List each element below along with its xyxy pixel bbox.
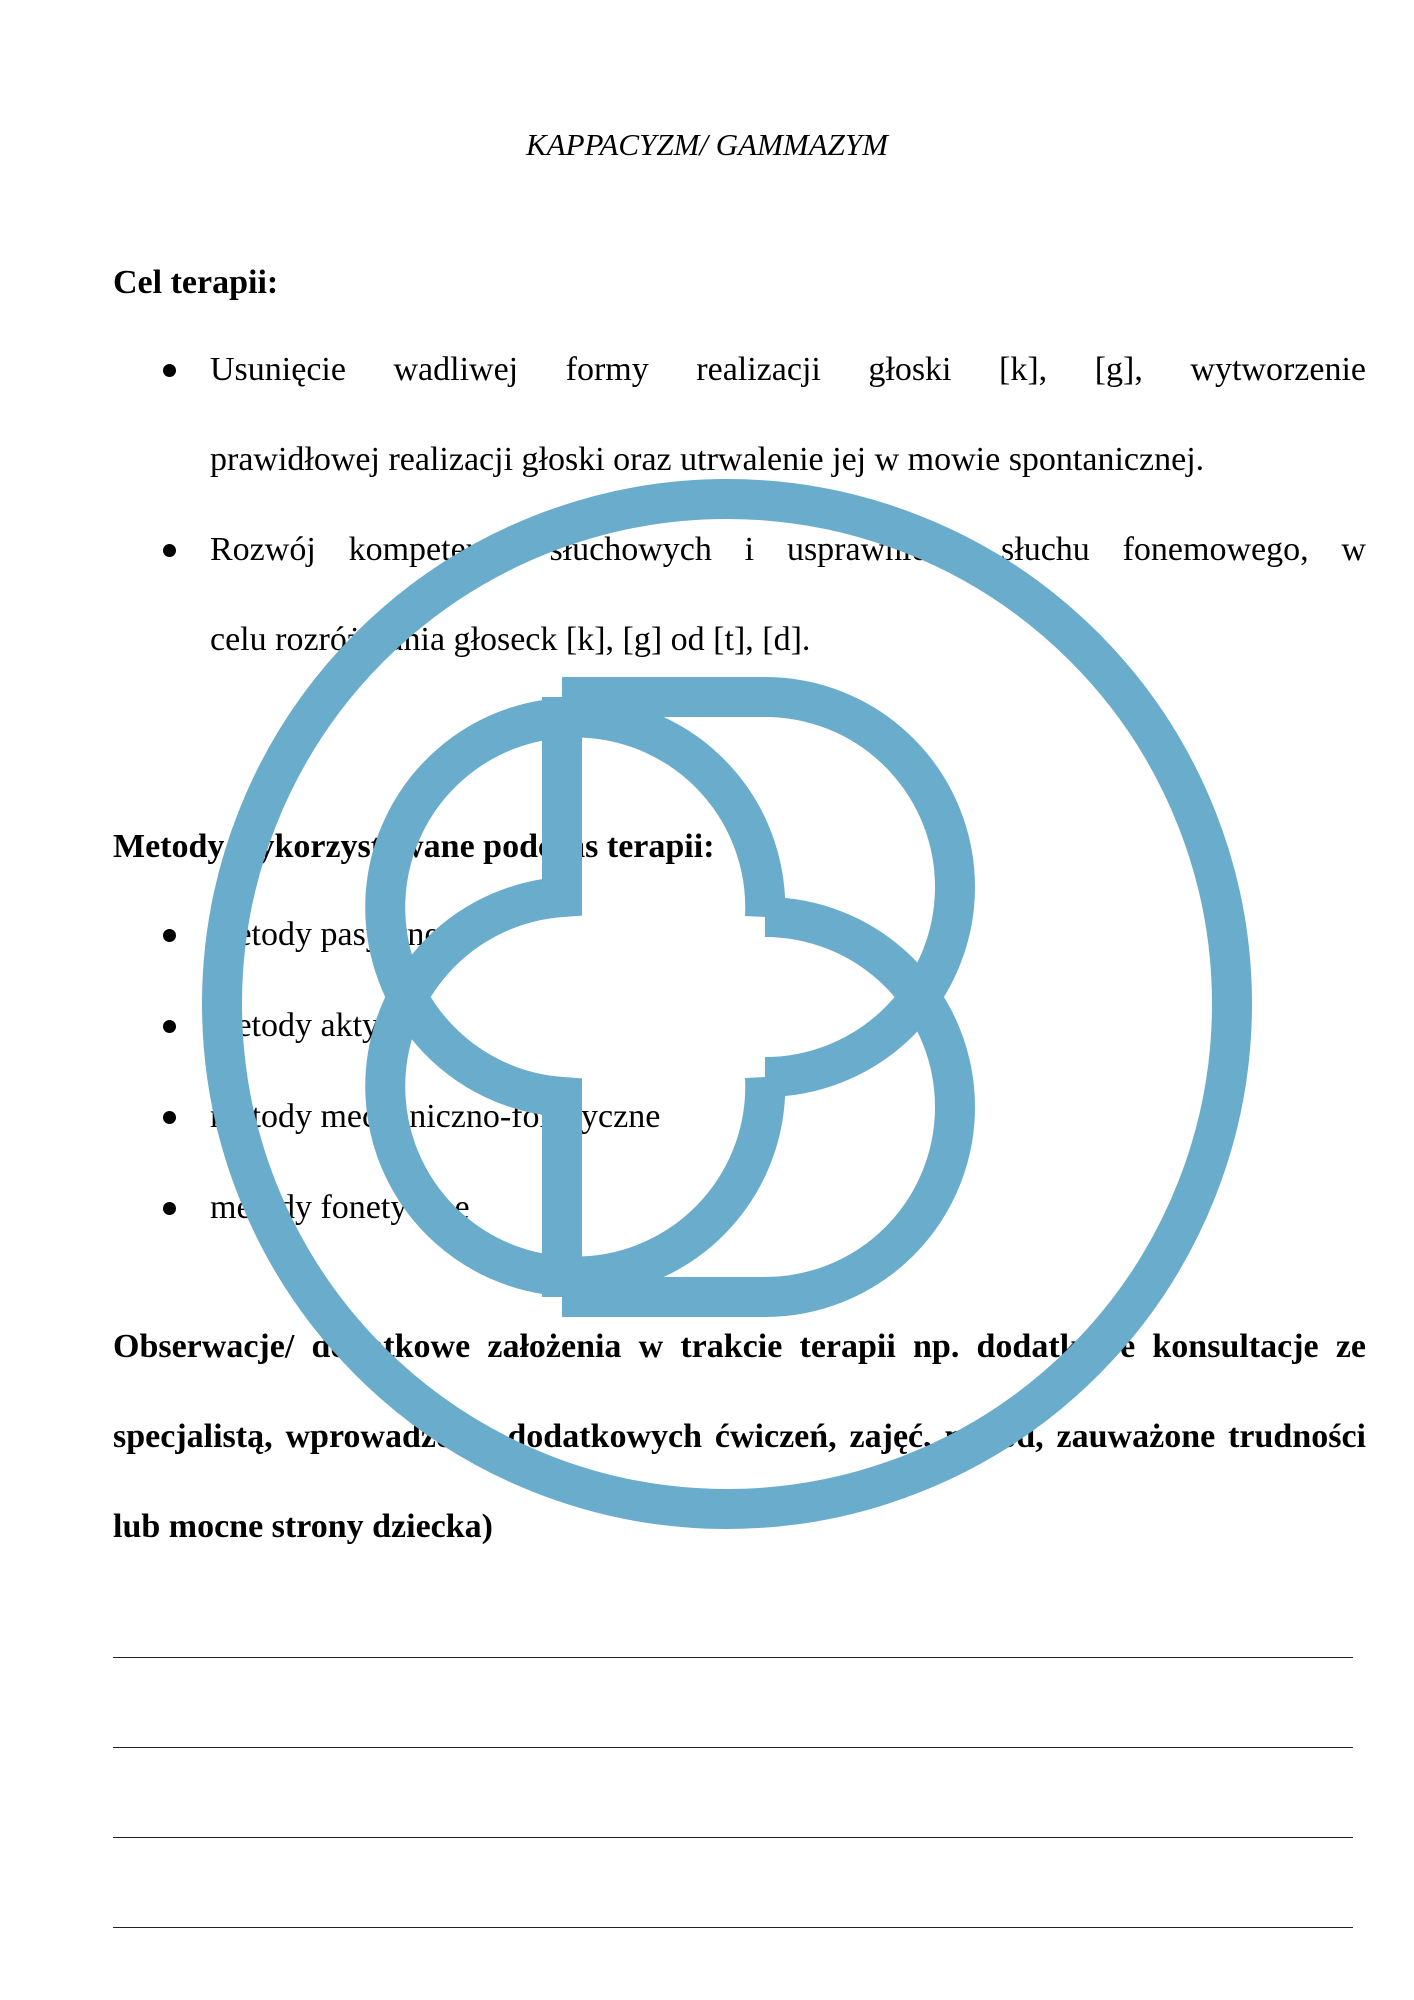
bullet-icon <box>163 1111 176 1124</box>
goal-item-line: prawidłowej realizacji głoski oraz utrwalenie jej w mowie spontanicznej. <box>210 441 1205 478</box>
methods-item-label: metody mechaniczno-fonetyczne <box>210 1098 661 1135</box>
answer-line[interactable] <box>113 1837 1353 1838</box>
goal-item-line: Rozwój kompetencji słuchowych i usprawnienie słuchu fonemowego, w <box>210 531 1366 568</box>
goal-item-line: Usunięcie wadliwej formy realizacji głoski [k], [g], wytworzenie <box>210 351 1366 388</box>
goal-heading: Cel terapii: <box>113 264 279 301</box>
document-title: KAPPACYZM/ GAMMAZYM <box>526 127 888 162</box>
methods-item-label: metody fonetyczne <box>210 1189 470 1226</box>
methods-item-label: metody aktywne <box>210 1007 436 1044</box>
methods-item-label: metody pasywne <box>210 916 440 953</box>
answer-line[interactable] <box>113 1927 1353 1928</box>
observations-heading: Obserwacje/ dodatkowe założenia w trakcie terapii np. dodatkowe konsultacje ze specjalistą, wprowadzenie dodatkowych ćwiczeń, zajęć, metod, zauważone trudności lub mocne strony dziecka) <box>113 1328 1366 1545</box>
goal-item-line: celu rozróżniania głoseck [k], [g] od [t], [d]. <box>210 621 811 658</box>
bullet-icon <box>163 1202 176 1215</box>
bullet-icon <box>163 544 176 557</box>
bullet-icon <box>163 364 176 377</box>
methods-heading: Metody wykorzystywane podczas terapii: <box>113 828 715 865</box>
answer-line[interactable] <box>113 1747 1353 1748</box>
bullet-icon <box>163 1020 176 1033</box>
answer-line[interactable] <box>113 1657 1353 1658</box>
bullet-icon <box>163 929 176 942</box>
